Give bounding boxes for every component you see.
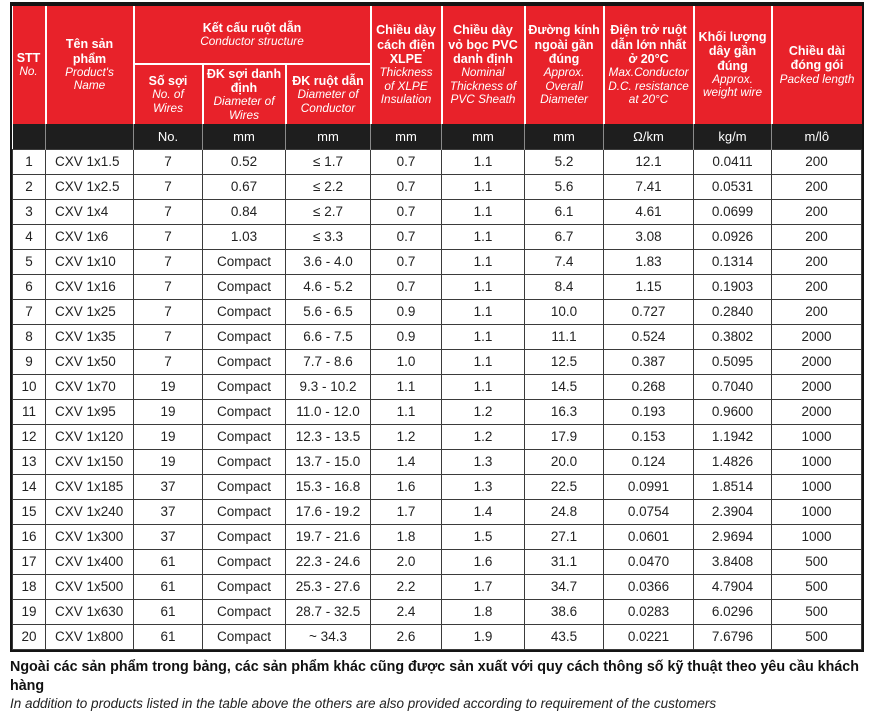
cell-weight: 2.3904	[694, 499, 772, 524]
cell-xlpe: 1.8	[371, 524, 442, 549]
cell-name: CXV 1x50	[46, 349, 134, 374]
col-header-pvc	[442, 6, 525, 124]
cell-od: 20.0	[525, 449, 604, 474]
table-body	[13, 149, 862, 649]
cell-wires: 37	[134, 499, 203, 524]
cell-name: CXV 1x120	[46, 424, 134, 449]
cell-wires: 37	[134, 474, 203, 499]
cell-od: 17.9	[525, 424, 604, 449]
unit-cell: Ω/km	[604, 124, 694, 149]
table-row	[13, 524, 862, 549]
table-row	[13, 424, 862, 449]
col-header-weight	[694, 6, 772, 124]
col-header-stt	[13, 6, 46, 124]
cell-name: CXV 1x1.5	[46, 149, 134, 174]
cell-stt: 1	[13, 149, 46, 174]
cell-xlpe: 0.9	[371, 299, 442, 324]
cell-od: 10.0	[525, 299, 604, 324]
cell-pvc: 1.6	[442, 549, 525, 574]
col-header-no-of-wires	[134, 64, 203, 124]
cell-wire-dia: Compact	[203, 374, 286, 399]
cell-weight: 7.6796	[694, 624, 772, 649]
table-row	[13, 199, 862, 224]
header-label-en: Thickness of XLPE Insulation	[379, 65, 433, 107]
cell-name: CXV 1x4	[46, 199, 134, 224]
cell-xlpe: 0.7	[371, 224, 442, 249]
cell-conductor-dia: 11.0 - 12.0	[286, 399, 371, 424]
cell-xlpe: 0.7	[371, 274, 442, 299]
spec-table	[10, 2, 864, 652]
cell-name: CXV 1x185	[46, 474, 134, 499]
cell-wires: 7	[134, 299, 203, 324]
cell-name: CXV 1x70	[46, 374, 134, 399]
cell-wire-dia: 1.03	[203, 224, 286, 249]
cell-stt: 12	[13, 424, 46, 449]
col-header-wire-diameter	[203, 64, 286, 124]
header-label-vn: Tên sản phẩm	[65, 37, 114, 66]
cell-weight: 0.3802	[694, 324, 772, 349]
cell-pvc: 1.1	[442, 374, 525, 399]
cell-wire-dia: Compact	[203, 574, 286, 599]
cell-resistance: 0.124	[604, 449, 694, 474]
cell-name: CXV 1x800	[46, 624, 134, 649]
cell-wire-dia: Compact	[203, 449, 286, 474]
cell-xlpe: 2.0	[371, 549, 442, 574]
cell-name: CXV 1x300	[46, 524, 134, 549]
cell-stt: 6	[13, 274, 46, 299]
cell-name: CXV 1x240	[46, 499, 134, 524]
cell-stt: 8	[13, 324, 46, 349]
cell-od: 27.1	[525, 524, 604, 549]
cell-pvc: 1.1	[442, 199, 525, 224]
col-header-name	[46, 6, 134, 124]
cell-length: 500	[772, 549, 862, 574]
table-row	[13, 324, 862, 349]
cell-conductor-dia: 5.6 - 6.5	[286, 299, 371, 324]
cell-weight: 1.4826	[694, 449, 772, 474]
header-label-vn: Điện trở ruột dẫn lớn nhất ở 20°C	[610, 23, 687, 66]
cell-name: CXV 1x6	[46, 224, 134, 249]
cell-conductor-dia: 4.6 - 5.2	[286, 274, 371, 299]
cell-weight: 3.8408	[694, 549, 772, 574]
header-label-vn: Khối lượng dây gần đúng	[698, 30, 767, 73]
cell-pvc: 1.3	[442, 474, 525, 499]
header-label-en: Nominal Thickness of PVC Sheath	[449, 65, 517, 107]
cell-wires: 37	[134, 524, 203, 549]
cell-od: 6.1	[525, 199, 604, 224]
col-header-xlpe	[371, 6, 442, 124]
header-label-en: Diameter of Conductor	[297, 87, 359, 115]
col-header-conductor-diameter	[286, 64, 371, 124]
cell-wire-dia: 0.84	[203, 199, 286, 224]
cell-length: 1000	[772, 474, 862, 499]
cell-length: 200	[772, 149, 862, 174]
table-row	[13, 549, 862, 574]
cell-wire-dia: 0.52	[203, 149, 286, 174]
cell-name: CXV 1x630	[46, 599, 134, 624]
cell-xlpe: 1.0	[371, 349, 442, 374]
cell-weight: 0.7040	[694, 374, 772, 399]
cell-wires: 7	[134, 224, 203, 249]
cell-length: 200	[772, 224, 862, 249]
cell-wires: 7	[134, 324, 203, 349]
cell-wires: 61	[134, 624, 203, 649]
col-header-packed-length	[772, 6, 862, 124]
cell-pvc: 1.7	[442, 574, 525, 599]
cell-xlpe: 1.4	[371, 449, 442, 474]
cell-weight: 0.0699	[694, 199, 772, 224]
table-row	[13, 274, 862, 299]
cell-length: 200	[772, 299, 862, 324]
cell-resistance: 0.193	[604, 399, 694, 424]
cell-od: 38.6	[525, 599, 604, 624]
cell-wire-dia: Compact	[203, 624, 286, 649]
cell-length: 500	[772, 599, 862, 624]
cell-wires: 7	[134, 149, 203, 174]
cell-od: 8.4	[525, 274, 604, 299]
cell-stt: 19	[13, 599, 46, 624]
cell-wire-dia: Compact	[203, 349, 286, 374]
table-row	[13, 399, 862, 424]
cell-pvc: 1.9	[442, 624, 525, 649]
header-label-vn: Kết cấu ruột dẫn	[202, 20, 302, 35]
cell-weight: 0.5095	[694, 349, 772, 374]
header-label-vn: STT	[16, 51, 41, 66]
table-row	[13, 624, 862, 649]
cell-stt: 13	[13, 449, 46, 474]
header-label-en: No. of Wires	[152, 87, 184, 115]
unit-cell: m/lô	[772, 124, 862, 149]
cell-conductor-dia: 13.7 - 15.0	[286, 449, 371, 474]
header-label-vn: ĐK ruột dẫn	[292, 73, 364, 88]
cell-wires: 7	[134, 249, 203, 274]
header-label-vn: ĐK sợi danh định	[206, 66, 282, 96]
cell-od: 7.4	[525, 249, 604, 274]
cell-wires: 19	[134, 374, 203, 399]
cell-od: 16.3	[525, 399, 604, 424]
cell-stt: 16	[13, 524, 46, 549]
unit-cell: kg/m	[694, 124, 772, 149]
cell-name: CXV 1x400	[46, 549, 134, 574]
footer-note-english: In addition to products listed in the table above the others are also provided according to requirement of the customers	[10, 696, 717, 712]
header-label-en: Approx. Overall Diameter	[540, 65, 588, 107]
cell-weight: 2.9694	[694, 524, 772, 549]
cell-wires: 61	[134, 549, 203, 574]
cell-weight: 1.8514	[694, 474, 772, 499]
header-label-vn: Chiều dày cách điện XLPE	[376, 23, 436, 66]
header-label-vn: Số sợi	[148, 73, 188, 88]
cell-xlpe: 2.6	[371, 624, 442, 649]
cell-conductor-dia: ≤ 1.7	[286, 149, 371, 174]
cell-stt: 7	[13, 299, 46, 324]
unit-cell	[46, 124, 134, 149]
cell-weight: 1.1942	[694, 424, 772, 449]
table-header	[13, 6, 862, 124]
cell-pvc: 1.4	[442, 499, 525, 524]
cell-length: 500	[772, 574, 862, 599]
cell-wires: 19	[134, 424, 203, 449]
cell-stt: 4	[13, 224, 46, 249]
cell-length: 2000	[772, 324, 862, 349]
unit-cell: mm	[525, 124, 604, 149]
cell-weight: 0.0531	[694, 174, 772, 199]
cell-pvc: 1.1	[442, 274, 525, 299]
cell-xlpe: 0.7	[371, 174, 442, 199]
cell-xlpe: 1.7	[371, 499, 442, 524]
cell-xlpe: 0.7	[371, 149, 442, 174]
table-row	[13, 374, 862, 399]
cell-pvc: 1.1	[442, 299, 525, 324]
cell-weight: 0.1314	[694, 249, 772, 274]
cell-conductor-dia: ≤ 2.2	[286, 174, 371, 199]
cell-wires: 19	[134, 399, 203, 424]
cell-resistance: 0.153	[604, 424, 694, 449]
table-row	[13, 299, 862, 324]
cell-pvc: 1.1	[442, 174, 525, 199]
cell-conductor-dia: 6.6 - 7.5	[286, 324, 371, 349]
table-row	[13, 149, 862, 174]
cell-pvc: 1.1	[442, 324, 525, 349]
cell-od: 22.5	[525, 474, 604, 499]
cell-stt: 17	[13, 549, 46, 574]
cell-stt: 11	[13, 399, 46, 424]
cell-pvc: 1.1	[442, 249, 525, 274]
cell-pvc: 1.2	[442, 399, 525, 424]
cell-wire-dia: Compact	[203, 324, 286, 349]
header-label-en: No.	[19, 64, 38, 79]
unit-cell: mm	[442, 124, 525, 149]
cell-conductor-dia: ~ 34.3	[286, 624, 371, 649]
cell-wire-dia: Compact	[203, 474, 286, 499]
cell-resistance: 0.0221	[604, 624, 694, 649]
cell-name: CXV 1x2.5	[46, 174, 134, 199]
cell-resistance: 12.1	[604, 149, 694, 174]
unit-cell: mm	[371, 124, 442, 149]
cell-conductor-dia: 17.6 - 19.2	[286, 499, 371, 524]
cell-name: CXV 1x25	[46, 299, 134, 324]
cell-xlpe: 0.7	[371, 199, 442, 224]
cell-wire-dia: Compact	[203, 274, 286, 299]
table-row	[13, 449, 862, 474]
cell-length: 200	[772, 174, 862, 199]
cell-wire-dia: Compact	[203, 549, 286, 574]
cell-conductor-dia: 19.7 - 21.6	[286, 524, 371, 549]
cell-stt: 10	[13, 374, 46, 399]
cell-resistance: 0.0470	[604, 549, 694, 574]
units-row	[13, 124, 862, 149]
cell-pvc: 1.5	[442, 524, 525, 549]
cell-wire-dia: Compact	[203, 599, 286, 624]
cell-weight: 0.2840	[694, 299, 772, 324]
cell-xlpe: 1.2	[371, 424, 442, 449]
cell-stt: 9	[13, 349, 46, 374]
cell-name: CXV 1x95	[46, 399, 134, 424]
cell-resistance: 0.268	[604, 374, 694, 399]
cell-length: 1000	[772, 524, 862, 549]
cell-od: 5.6	[525, 174, 604, 199]
table-row	[13, 249, 862, 274]
cell-xlpe: 2.4	[371, 599, 442, 624]
cell-wire-dia: Compact	[203, 499, 286, 524]
cell-pvc: 1.1	[442, 149, 525, 174]
cell-length: 1000	[772, 449, 862, 474]
cell-weight: 0.0411	[694, 149, 772, 174]
cell-wire-dia: Compact	[203, 524, 286, 549]
cell-xlpe: 0.9	[371, 324, 442, 349]
cell-xlpe: 1.1	[371, 374, 442, 399]
cell-wires: 61	[134, 574, 203, 599]
cell-name: CXV 1x16	[46, 274, 134, 299]
cell-length: 1000	[772, 424, 862, 449]
cell-resistance: 4.61	[604, 199, 694, 224]
cell-od: 24.8	[525, 499, 604, 524]
cell-resistance: 0.0366	[604, 574, 694, 599]
cell-conductor-dia: ≤ 3.3	[286, 224, 371, 249]
cell-weight: 0.1903	[694, 274, 772, 299]
cell-xlpe: 2.2	[371, 574, 442, 599]
units-band	[13, 124, 862, 149]
cell-name: CXV 1x35	[46, 324, 134, 349]
cell-xlpe: 1.1	[371, 399, 442, 424]
cell-resistance: 3.08	[604, 224, 694, 249]
cell-wire-dia: Compact	[203, 299, 286, 324]
unit-cell: No.	[134, 124, 203, 149]
cell-od: 34.7	[525, 574, 604, 599]
cell-wires: 61	[134, 599, 203, 624]
cell-conductor-dia: 22.3 - 24.6	[286, 549, 371, 574]
cell-stt: 3	[13, 199, 46, 224]
cell-od: 12.5	[525, 349, 604, 374]
cell-conductor-dia: 7.7 - 8.6	[286, 349, 371, 374]
cell-wires: 7	[134, 274, 203, 299]
cell-od: 31.1	[525, 549, 604, 574]
cell-stt: 14	[13, 474, 46, 499]
cell-xlpe: 1.6	[371, 474, 442, 499]
cell-stt: 2	[13, 174, 46, 199]
table-row	[13, 499, 862, 524]
cell-resistance: 0.0991	[604, 474, 694, 499]
cell-resistance: 0.0754	[604, 499, 694, 524]
header-label-vn: Đường kính ngoài gần đúng	[528, 23, 600, 66]
cell-od: 6.7	[525, 224, 604, 249]
cell-weight: 0.9600	[694, 399, 772, 424]
cell-name: CXV 1x10	[46, 249, 134, 274]
cell-pvc: 1.3	[442, 449, 525, 474]
cell-conductor-dia: 25.3 - 27.6	[286, 574, 371, 599]
cell-od: 5.2	[525, 149, 604, 174]
unit-cell: mm	[286, 124, 371, 149]
cell-name: CXV 1x500	[46, 574, 134, 599]
cell-wire-dia: Compact	[203, 424, 286, 449]
cell-length: 200	[772, 199, 862, 224]
cell-resistance: 0.0601	[604, 524, 694, 549]
table-row	[13, 174, 862, 199]
cell-resistance: 1.83	[604, 249, 694, 274]
cell-weight: 6.0296	[694, 599, 772, 624]
unit-cell: mm	[203, 124, 286, 149]
cell-length: 2000	[772, 349, 862, 374]
cell-conductor-dia: 12.3 - 13.5	[286, 424, 371, 449]
cell-stt: 15	[13, 499, 46, 524]
table-row	[13, 224, 862, 249]
header-label-en: Max.Conductor D.C. resistance at 20°C	[608, 65, 689, 107]
cell-resistance: 0.524	[604, 324, 694, 349]
cell-wire-dia: Compact	[203, 399, 286, 424]
cell-conductor-dia: ≤ 2.7	[286, 199, 371, 224]
cell-resistance: 7.41	[604, 174, 694, 199]
header-label-en: Conductor structure	[200, 33, 304, 48]
col-header-resistance	[604, 6, 694, 124]
cell-conductor-dia: 3.6 - 4.0	[286, 249, 371, 274]
cell-conductor-dia: 9.3 - 10.2	[286, 374, 371, 399]
cell-conductor-dia: 28.7 - 32.5	[286, 599, 371, 624]
cell-wires: 19	[134, 449, 203, 474]
cell-length: 2000	[772, 374, 862, 399]
cell-conductor-dia: 15.3 - 16.8	[286, 474, 371, 499]
cell-wire-dia: Compact	[203, 249, 286, 274]
footer-note-vietnamese: Ngoài các sản phẩm trong bảng, các sản phẩm khác cũng được sản xuất với quy cách thông số kỹ thuật theo yêu cầu khách hàng	[10, 659, 859, 694]
footer-note	[10, 658, 866, 713]
cell-od: 11.1	[525, 324, 604, 349]
table-row	[13, 574, 862, 599]
cell-length: 1000	[772, 499, 862, 524]
cell-resistance: 0.387	[604, 349, 694, 374]
unit-cell	[13, 124, 46, 149]
cell-length: 200	[772, 249, 862, 274]
cell-stt: 5	[13, 249, 46, 274]
cell-pvc: 1.1	[442, 349, 525, 374]
table-row	[13, 474, 862, 499]
cell-wire-dia: 0.67	[203, 174, 286, 199]
cell-weight: 4.7904	[694, 574, 772, 599]
cell-pvc: 1.1	[442, 224, 525, 249]
cell-wires: 7	[134, 174, 203, 199]
header-label-en: Product's Name	[65, 64, 114, 93]
cell-pvc: 1.8	[442, 599, 525, 624]
cell-pvc: 1.2	[442, 424, 525, 449]
cell-resistance: 0.727	[604, 299, 694, 324]
cable-spec-table	[12, 6, 862, 650]
cell-od: 14.5	[525, 374, 604, 399]
cell-length: 500	[772, 624, 862, 649]
header-label-en: Packed length	[779, 71, 855, 86]
cell-resistance: 1.15	[604, 274, 694, 299]
table-row	[13, 599, 862, 624]
cell-xlpe: 0.7	[371, 249, 442, 274]
cell-stt: 18	[13, 574, 46, 599]
header-label-vn: Chiều dày vỏ bọc PVC danh định	[448, 23, 518, 66]
col-header-overall-diameter	[525, 6, 604, 124]
header-label-en: Approx. weight wire	[703, 71, 763, 100]
table-row	[13, 349, 862, 374]
cell-length: 200	[772, 274, 862, 299]
cell-resistance: 0.0283	[604, 599, 694, 624]
cell-length: 2000	[772, 399, 862, 424]
header-label-vn: Chiều dài đóng gói	[788, 44, 846, 73]
cell-wires: 7	[134, 199, 203, 224]
cell-name: CXV 1x150	[46, 449, 134, 474]
header-label-en: Diameter of Wires	[213, 94, 275, 122]
cell-stt: 20	[13, 624, 46, 649]
cell-wires: 7	[134, 349, 203, 374]
cell-weight: 0.0926	[694, 224, 772, 249]
col-group-conductor-structure	[134, 6, 371, 64]
cell-od: 43.5	[525, 624, 604, 649]
